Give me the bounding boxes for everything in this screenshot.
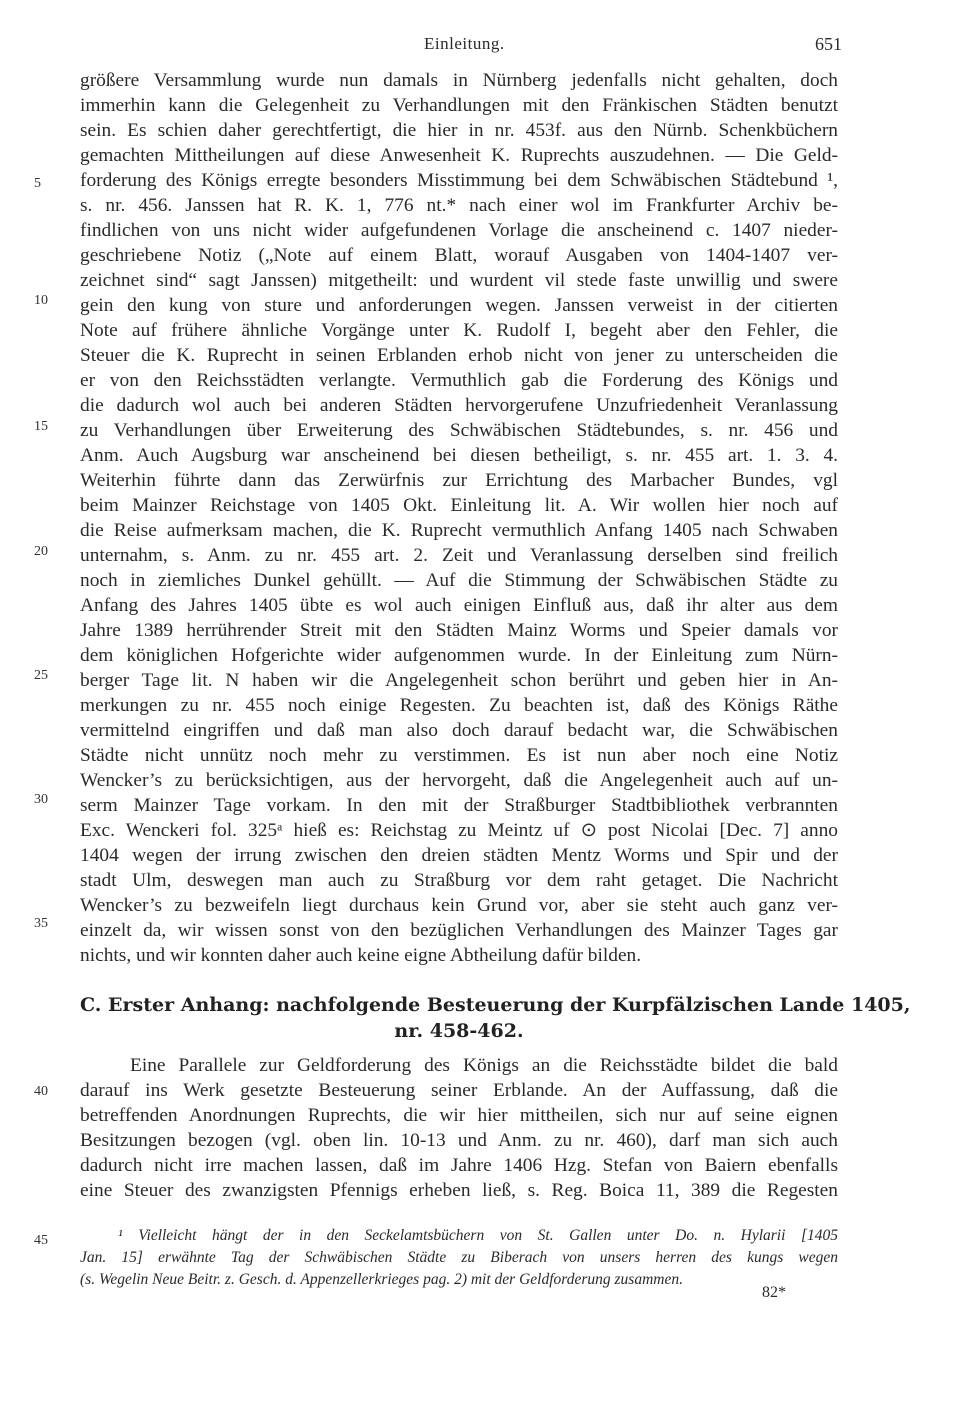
text-line: gein den kung von sture und anforderungen wegen. Janssen verweist in der citierten [80, 295, 838, 316]
text-line: eine Steuer des zwanzigsten Pfennigs erheben ließ, s. Reg. Boica 11, 389 die Regesten [80, 1180, 838, 1201]
line-number: 10 [34, 293, 48, 308]
text-line: Wencker’s zu berücksichtigen, aus der hervorgeht, daß die Angelegenheit auch auf un- [80, 770, 838, 791]
text-line: Städte nicht unnütz noch mehr zu verstimmen. Es ist nun aber noch eine Notiz [80, 745, 838, 766]
footnote-line: ¹ Vielleicht hängt der in den Seckelamtsbüchern von St. Gallen unter Do. n. Hylarii [1405 [118, 1227, 838, 1244]
line-number: 45 [34, 1233, 48, 1248]
line-number: 25 [34, 668, 48, 683]
text-line: Wencker’s zu bezweifeln liegt durchaus kein Grund vor, aber sie steht auch ganz ver- [80, 895, 838, 916]
text-line: einzelt da, wir wissen sonst von den bezüglichen Verhandlungen des Mainzer Tages gar [80, 920, 838, 941]
text-line: immerhin kann die Gelegenheit zu Verhandlungen mit den Fränkischen Städten benutzt [80, 95, 838, 116]
line-number: 40 [34, 1084, 48, 1099]
section-heading-continued: nr. 458-462. [394, 1020, 524, 1042]
text-line: die Reise aufmerksam machen, die K. Ruprecht vermuthlich Anfang 1405 nach Schwaben [80, 520, 838, 541]
text-line: serm Mainzer Tage vorkam. In den mit der Straßburger Stadtbibliothek verbrannten [80, 795, 838, 816]
text-line: Steuer die K. Ruprecht in seinen Erblanden erhob nicht von jener zu unterscheiden die [80, 345, 838, 366]
running-head-title: Einleitung. [424, 34, 505, 53]
text-line: Eine Parallele zur Geldforderung des Königs an die Reichsstädte bildet die bald [130, 1055, 838, 1076]
line-number: 20 [34, 544, 48, 559]
line-number: 5 [34, 176, 41, 191]
text-line: merkungen zu nr. 455 noch einige Regesten. Zu beachten ist, daß des Königs Räthe [80, 695, 838, 716]
text-line: größere Versammlung wurde nun damals in Nürnberg jedenfalls nicht gehalten, doch [80, 70, 838, 91]
page-number: 651 [815, 34, 842, 54]
running-head [0, 34, 960, 58]
signature-mark: 82* [762, 1284, 786, 1301]
text-line: Jahre 1389 herrührender Streit mit den Städten Mainz Worms und Speier damals vor [80, 620, 838, 641]
line-number: 35 [34, 916, 48, 931]
text-line: Exc. Wenckeri fol. 325ᵃ hieß es: Reichstag zu Meintz uf ⊙ post Nicolai [Dec. 7] anno [80, 820, 838, 841]
text-line: 1404 wegen der irrung zwischen den dreien städten Mentz Worms und Spir und der [80, 845, 838, 866]
text-line: geschriebene Notiz („Note auf einem Blatt, worauf Ausgaben von 1404-1407 ver- [80, 245, 838, 266]
text-line: Weiterhin führte dann das Zerwürfnis zur Errichtung des Marbacher Bundes, vgl [80, 470, 838, 491]
text-line: beim Mainzer Reichstage von 1405 Okt. Einleitung lit. A. Wir wollen hier noch auf [80, 495, 838, 516]
text-line: stadt Ulm, deswegen man auch zu Straßburg vor dem raht getaget. Die Nachricht [80, 870, 838, 891]
text-line: Note auf frühere ähnliche Vorgänge unter K. Rudolf I, begeht aber den Fehler, die [80, 320, 838, 341]
text-line: sein. Es schien daher gerechtfertigt, die hier in nr. 453f. aus den Nürnb. Schenkbüchern [80, 120, 838, 141]
text-line: unternahm, s. Anm. zu nr. 455 art. 2. Zeit und Veranlassung derselben sind freilich [80, 545, 838, 566]
text-line: forderung des Königs erregte besonders Misstimmung bei dem Schwäbischen Städtebund ¹, [80, 170, 838, 191]
line-number: 30 [34, 792, 48, 807]
text-line: nichts, und wir konnten daher auch keine eigne Abtheilung dafür bilden. [80, 945, 642, 966]
footnote-line: Jan. 15] erwähnte Tag der Schwäbischen Städte zu Biberach von unsers herren des kungs wegen [80, 1249, 838, 1266]
text-line: Anm. Auch Augsburg war anscheinend bei diesen betheiligt, s. nr. 455 art. 1. 3. 4. [80, 445, 838, 466]
text-line: zu Verhandlungen über Erweiterung des Schwäbischen Städtebundes, s. nr. 456 und [80, 420, 838, 441]
text-line: s. nr. 456. Janssen hat R. K. 1, 776 nt.* nach einer wol im Frankfurter Archiv be- [80, 195, 838, 216]
text-line: Anfang des Jahres 1405 übte es wol auch einigen Einfluß aus, daß ihr alter aus dem [80, 595, 838, 616]
text-line: zeichnet sind“ sagt Janssen) mitgetheilt: und wurdent vil stede faste unwillig und swere [80, 270, 838, 291]
text-line: er von den Reichsstädten verlangte. Vermuthlich gab die Forderung des Königs und [80, 370, 838, 391]
text-line: noch in ziemliches Dunkel gehüllt. — Auf die Stimmung der Schwäbischen Städte zu [80, 570, 838, 591]
text-line: vermittelnd eingriffen und daß man also doch darauf bedacht war, die Schwäbischen [80, 720, 838, 741]
line-number: 15 [34, 419, 48, 434]
text-line: dadurch nicht irre machen lassen, daß im Jahre 1406 Hzg. Stefan von Baiern ebenfalls [80, 1155, 838, 1176]
text-line: die dadurch wol auch bei anderen Städten hervorgerufene Unzufriedenheit Veranlassung [80, 395, 838, 416]
text-line: Besitzungen bezogen (vgl. oben lin. 10-13 und Anm. zu nr. 460), darf man sich auch [80, 1130, 838, 1151]
text-line: gemachten Mittheilungen auf diese Anwesenheit K. Ruprechts auszudehnen. — Die Geld- [80, 145, 838, 166]
text-line: berger Tage lit. N haben wir die Angelegenheit schon berührt und geben hier in An- [80, 670, 838, 691]
text-line: betreffenden Anordnungen Ruprechts, die wir hier mittheilen, sich nur auf seine eignen [80, 1105, 838, 1126]
footnote-line: (s. Wegelin Neue Beitr. z. Gesch. d. Appenzellerkrieges pag. 2) mit der Geldforderung zusammen. [80, 1271, 683, 1288]
text-line: dem königlichen Hofgerichte wider aufgenommen wurde. In der Einleitung zum Nürn- [80, 645, 838, 666]
text-line: findlichen von uns nicht wider aufgefundenen Vorlage die anscheinend c. 1407 nieder- [80, 220, 838, 241]
section-heading: C. Erster Anhang: nachfolgende Besteuerung der Kurpfälzischen Lande 1405, [80, 994, 911, 1016]
text-line: darauf ins Werk gesetzte Besteuerung seiner Erblande. An der Auffassung, daß die [80, 1080, 838, 1101]
